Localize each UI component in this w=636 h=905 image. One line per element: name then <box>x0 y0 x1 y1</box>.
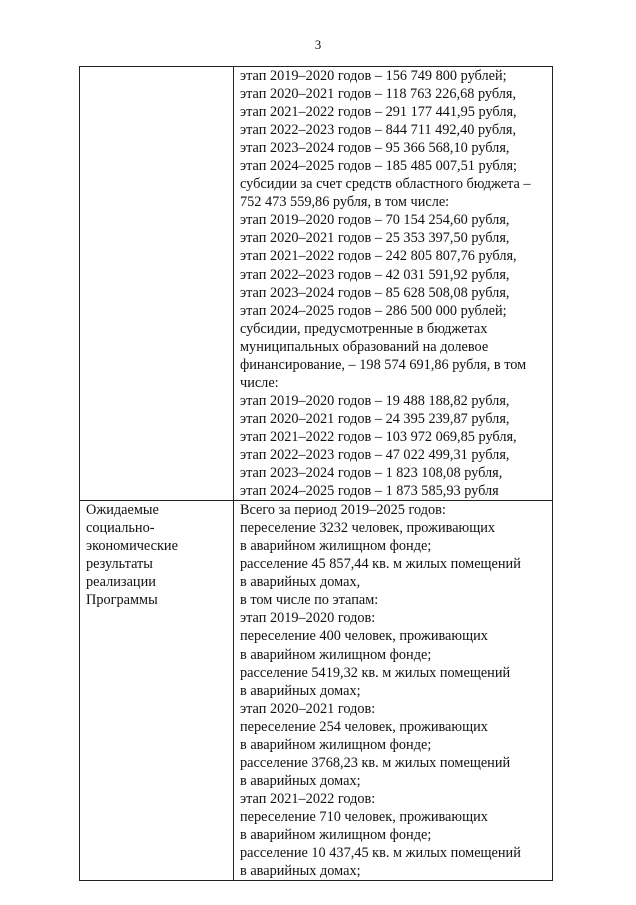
financing-line: этап 2019–2020 годов – 19 488 188,82 рубля, <box>240 392 510 409</box>
results-line: переселение 254 человек, проживающих <box>240 718 488 735</box>
results-line: в аварийных домах; <box>240 682 361 699</box>
financing-line: этап 2020–2021 годов – 25 353 397,50 рубля, <box>240 230 510 247</box>
results-line: в аварийном жилищном фонде; <box>240 826 432 843</box>
financing-line: этап 2023–2024 годов – 1 823 108,08 рубля, <box>240 465 503 482</box>
financing-line: субсидии, предусмотренные в бюджетах <box>240 320 488 337</box>
results-label-cell <box>80 501 234 881</box>
financing-cell <box>234 67 553 501</box>
results-line: в аварийном жилищном фонде; <box>240 736 432 753</box>
results-line: в аварийном жилищном фонде; <box>240 538 432 555</box>
financing-line: этап 2024–2025 годов – 185 485 007,51 рубля; <box>240 158 518 175</box>
results-line: в том числе по этапам: <box>240 592 379 609</box>
financing-line: этап 2023–2024 годов – 85 628 508,08 рубля, <box>240 284 510 301</box>
financing-line: этап 2023–2024 годов – 95 366 568,10 рубля, <box>240 140 510 157</box>
program-table <box>79 66 553 881</box>
results-label-line: социально- <box>86 520 155 537</box>
financing-line: этап 2019–2020 годов – 156 749 800 рублей; <box>240 68 507 84</box>
financing-line: субсидии за счет средств областного бюджета – <box>240 176 531 193</box>
financing-line: этап 2020–2021 годов – 118 763 226,68 рубля, <box>240 86 517 103</box>
table-row-financing <box>80 67 553 501</box>
results-cell <box>234 501 553 881</box>
financing-line: этап 2022–2023 годов – 47 022 499,31 рубля, <box>240 446 510 463</box>
results-line: этап 2021–2022 годов: <box>240 790 376 807</box>
financing-line: 752 473 559,86 рубля, в том числе: <box>240 194 450 211</box>
page-number: 3 <box>314 37 322 52</box>
results-line: в аварийном жилищном фонде; <box>240 646 432 663</box>
results-label-line: Ожидаемые <box>86 502 159 519</box>
financing-line: этап 2021–2022 годов – 242 805 807,76 рубля, <box>240 248 517 265</box>
results-line: расселение 5419,32 кв. м жилых помещений <box>240 664 511 681</box>
results-label-line: результаты <box>86 556 153 573</box>
financing-line: числе: <box>240 374 279 391</box>
results-line: в аварийных домах; <box>240 772 361 789</box>
results-line: расселение 3768,23 кв. м жилых помещений <box>240 754 511 771</box>
table-row-results <box>80 501 553 881</box>
financing-line: этап 2021–2022 годов – 291 177 441,95 рубля, <box>240 104 517 121</box>
results-label-line: Программы <box>86 592 158 609</box>
financing-line: этап 2021–2022 годов – 103 972 069,85 рубля, <box>240 428 517 445</box>
results-label-line: реализации <box>86 574 156 591</box>
financing-line: этап 2019–2020 годов – 70 154 254,60 рубля, <box>240 212 510 229</box>
results-line: переселение 400 человек, проживающих <box>240 628 488 645</box>
results-line: переселение 3232 человек, проживающих <box>240 520 496 537</box>
row-label-cell <box>80 67 234 501</box>
results-line: Всего за период 2019–2025 годов: <box>240 502 446 519</box>
results-line: этап 2019–2020 годов: <box>240 610 376 627</box>
results-label-line: экономические <box>86 538 178 555</box>
results-line: в аварийных домах, <box>240 574 361 591</box>
financing-line: этап 2022–2023 годов – 844 711 492,40 рубля, <box>240 122 517 139</box>
financing-line: муниципальных образований на долевое <box>240 338 489 355</box>
results-line: переселение 710 человек, проживающих <box>240 808 488 825</box>
results-line: в аварийных домах; <box>240 863 361 880</box>
financing-line: этап 2024–2025 годов – 286 500 000 рублей; <box>240 302 507 319</box>
results-line: расселение 10 437,45 кв. м жилых помещений <box>240 845 521 862</box>
results-line: этап 2020–2021 годов: <box>240 700 376 717</box>
financing-line: этап 2020–2021 годов – 24 395 239,87 рубля, <box>240 410 510 427</box>
financing-line: этап 2022–2023 годов – 42 031 591,92 рубля, <box>240 266 510 283</box>
financing-line: этап 2024–2025 годов – 1 873 585,93 рубля <box>240 483 499 500</box>
results-line: расселение 45 857,44 кв. м жилых помещений <box>240 556 521 573</box>
financing-line: финансирование, – 198 574 691,86 рубля, в том <box>240 356 527 373</box>
